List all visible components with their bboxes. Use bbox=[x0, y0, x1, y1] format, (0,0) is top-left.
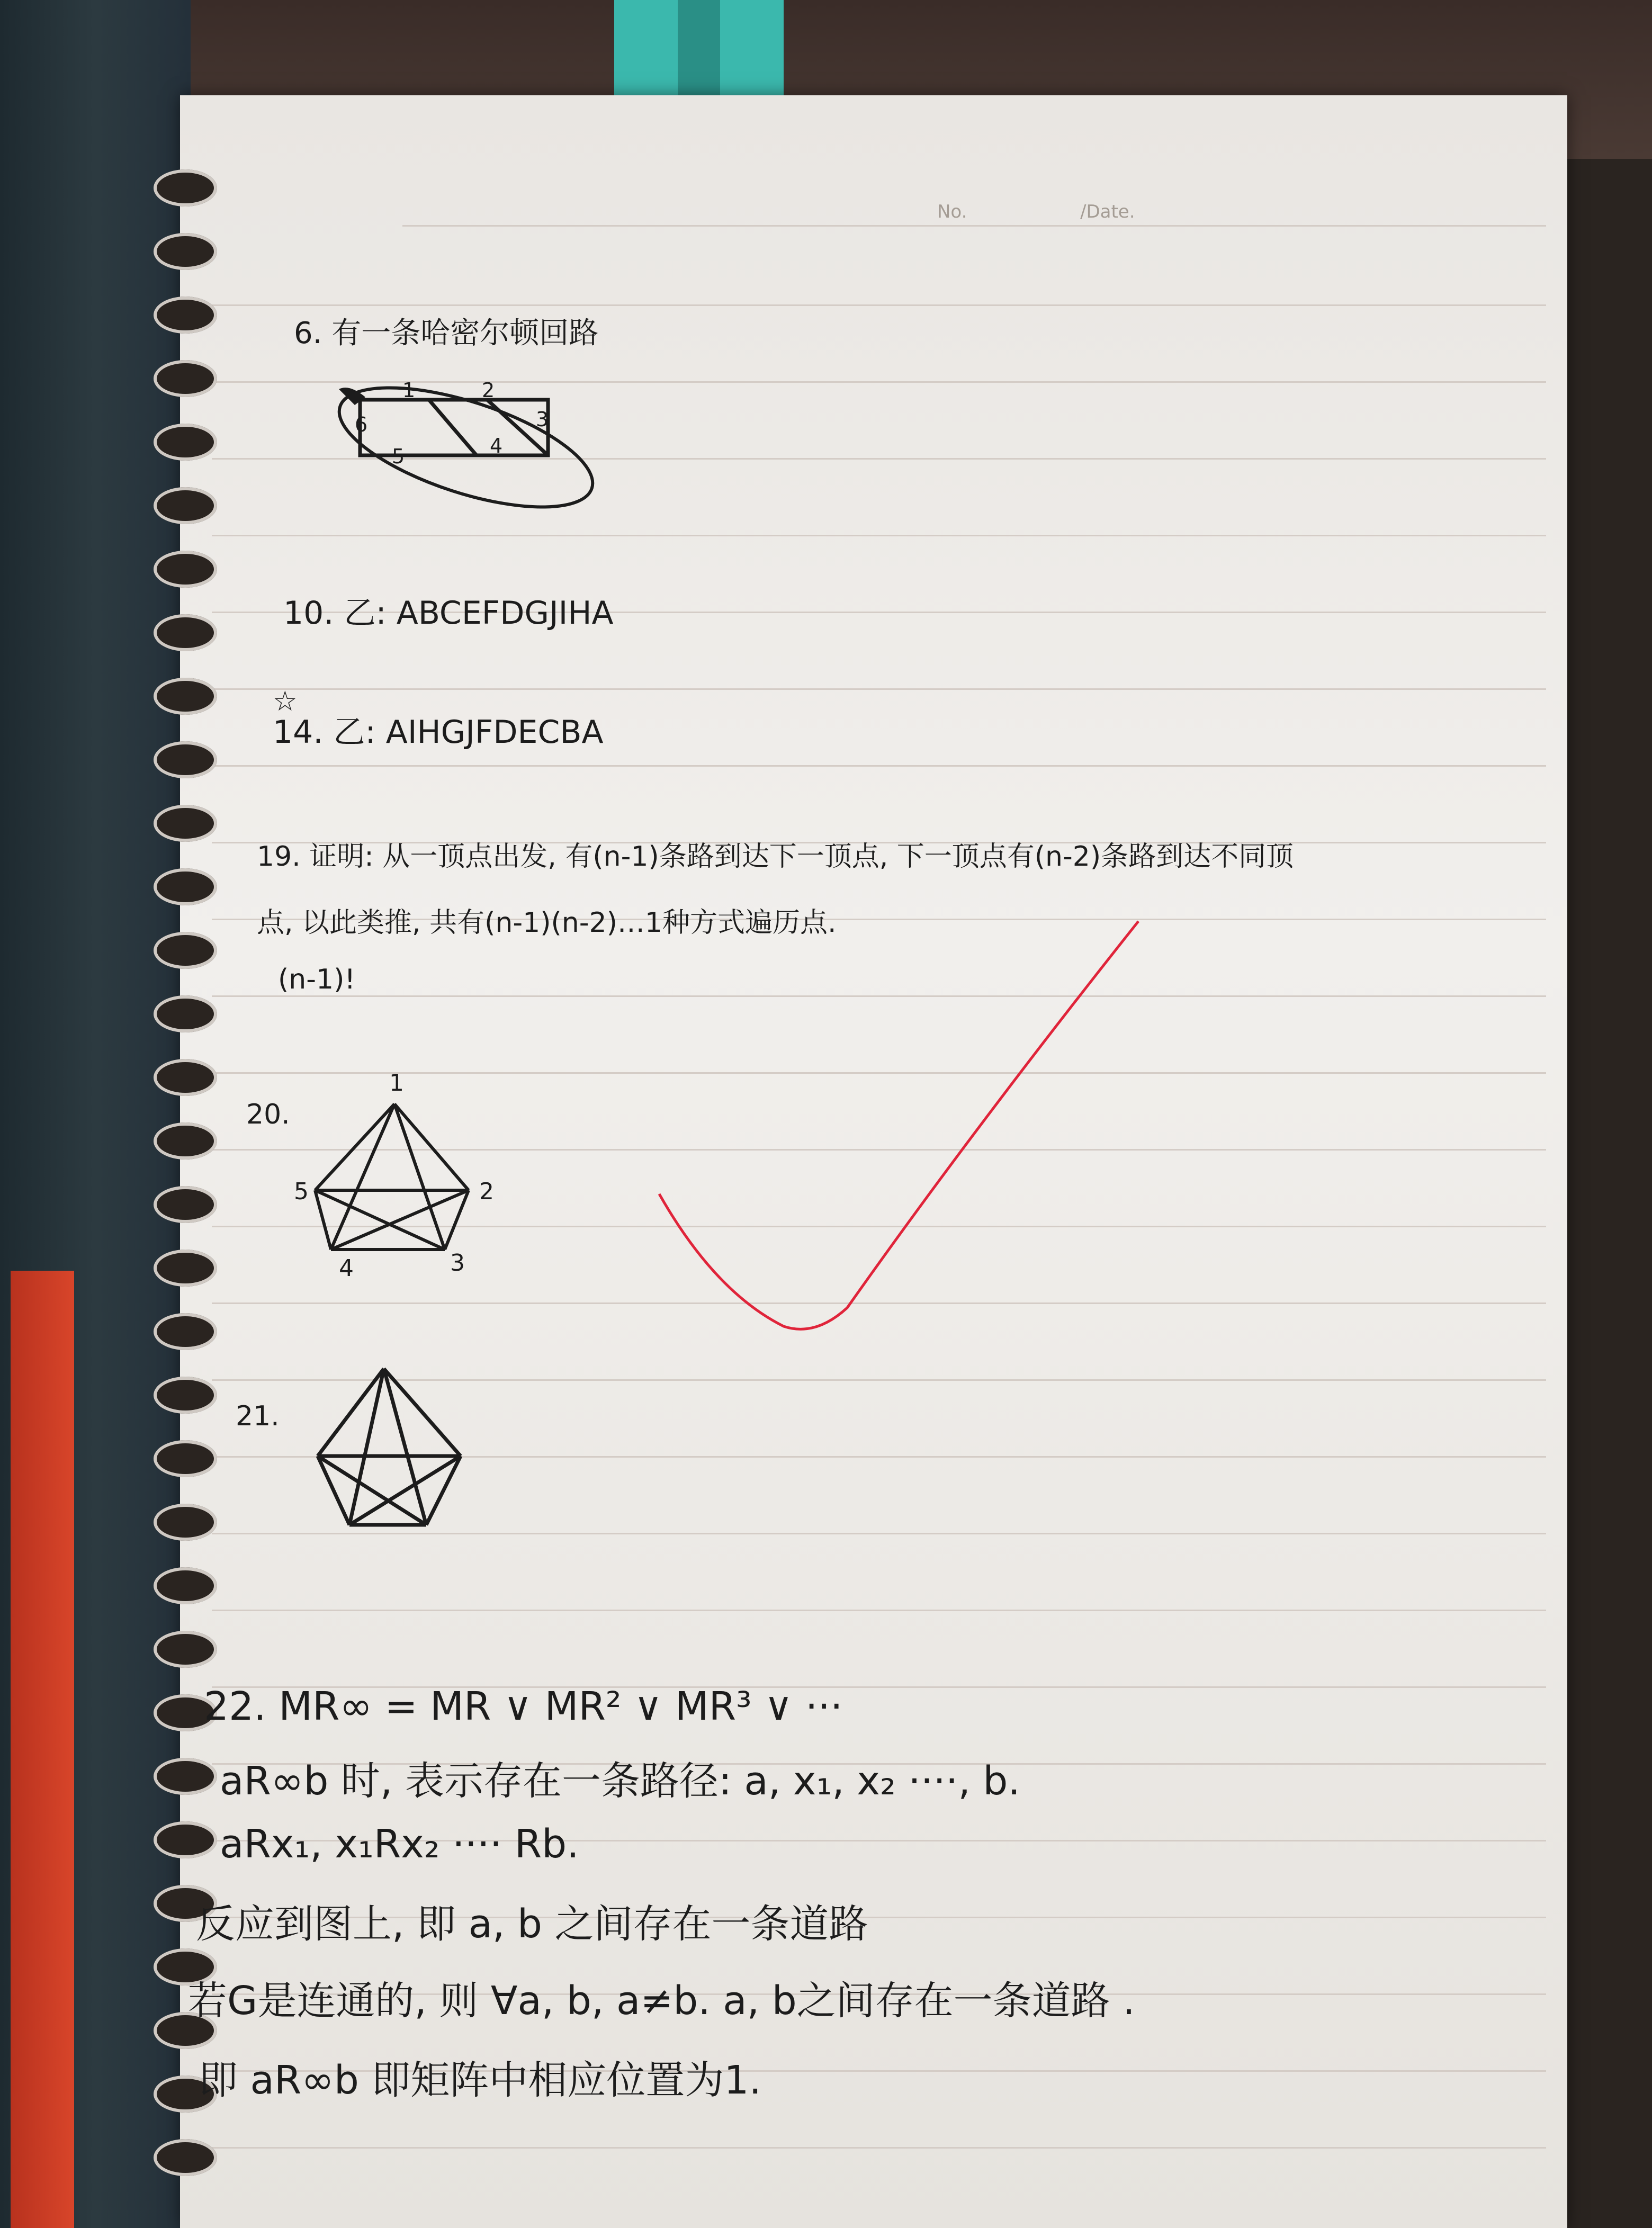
edge-label-5: 5 bbox=[392, 445, 405, 468]
problem-22-line-6: 即 aR∞b 即矩阵中相应位置为1. bbox=[199, 2058, 762, 2103]
vertex-label-2: 2 bbox=[479, 1178, 494, 1205]
edge-label-2: 2 bbox=[482, 379, 495, 402]
edge-label-4: 4 bbox=[490, 434, 503, 457]
edge-label-6: 6 bbox=[355, 413, 368, 436]
problem-21-label: 21. bbox=[236, 1400, 280, 1432]
problem-22-line-1: 22. MR∞ = MR ∨ MR² ∨ MR³ ∨ ··· bbox=[204, 1684, 843, 1729]
binder-clip bbox=[614, 0, 784, 111]
red-folder bbox=[11, 1271, 74, 2228]
problem-19-line-3: (n-1)! bbox=[278, 964, 356, 995]
problem-22-line-5: 若G是连通的, 则 ∀a, b, a≠b. a, b之间存在一条道路 . bbox=[188, 1978, 1135, 2024]
problem-6-text: 6. 有一条哈密尔顿回路 bbox=[294, 316, 599, 351]
vertex-label-5: 5 bbox=[294, 1178, 309, 1205]
edge-label-3: 3 bbox=[536, 408, 549, 431]
vertex-label-3: 3 bbox=[450, 1250, 465, 1277]
problem-19-line-1: 19. 证明: 从一顶点出发, 有(n-1)条路到达下一顶点, 下一顶点有(n-2)条路到达不同顶 bbox=[257, 841, 1294, 873]
edge-label-1: 1 bbox=[402, 379, 416, 402]
problem-20-label: 20. bbox=[246, 1099, 290, 1130]
problem-14-star: ☆ bbox=[273, 686, 298, 717]
problem-14-answer: 14. 乙: AIHGJFDECBA bbox=[273, 714, 604, 751]
problem-22-line-2: aR∞b 时, 表示存在一条路径: a, x₁, x₂ ····, b. bbox=[220, 1758, 1020, 1804]
problem-22-line-3: aRx₁, x₁Rx₂ ···· Rb. bbox=[220, 1821, 579, 1867]
header-no-label: No. bbox=[937, 201, 967, 222]
problem-19-line-2: 点, 以此类推, 共有(n-1)(n-2)…1种方式遍历点. bbox=[257, 907, 837, 939]
header-date-label: /Date. bbox=[1080, 201, 1135, 222]
vertex-label-1: 1 bbox=[389, 1070, 404, 1097]
notebook-page bbox=[180, 95, 1567, 2228]
problem-10-answer: 10. 乙: ABCEFDGJIHA bbox=[283, 595, 614, 632]
problem-22-line-4: 反应到图上, 即 a, b 之间存在一条道路 bbox=[196, 1901, 868, 1947]
vertex-label-4: 4 bbox=[339, 1255, 354, 1282]
